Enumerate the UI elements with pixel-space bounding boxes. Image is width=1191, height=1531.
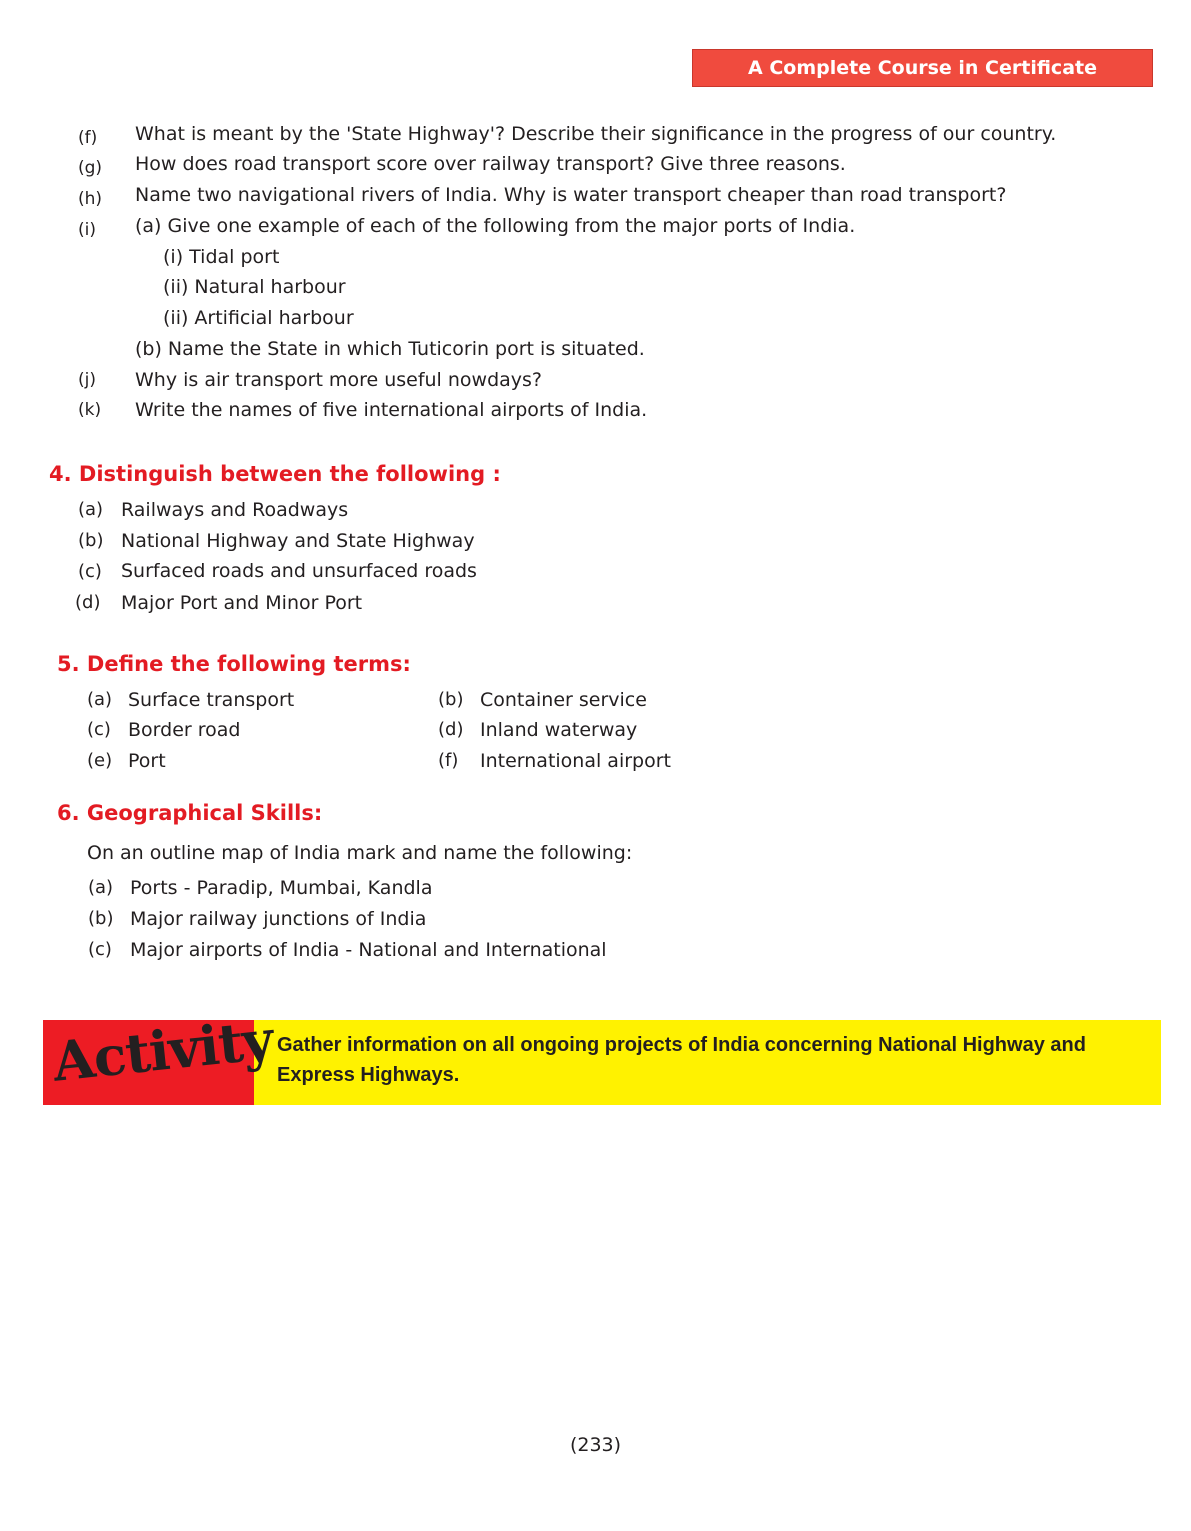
item-label: (a): [87, 689, 113, 710]
question-label: (h): [78, 189, 103, 209]
question-subitem: (b) Name the State in which Tuticorin port is situated.: [135, 338, 645, 360]
activity-text: Gather information on all ongoing projects of India concerning National Highway and Express Highways.: [277, 1034, 1086, 1086]
question-label: (g): [78, 158, 103, 178]
item-label: (c): [87, 719, 111, 740]
activity-box: [43, 1007, 1161, 1105]
item-label: (e): [87, 750, 113, 771]
item-text: Major railway junctions of India: [130, 908, 427, 930]
question-text: How does road transport score over railway transport? Give three reasons.: [135, 153, 846, 175]
item-text: Major Port and Minor Port: [121, 592, 363, 614]
item-label: (a): [78, 499, 104, 520]
section-heading-distinguish: 4. Distinguish between the following :: [49, 462, 501, 486]
item-label: (d): [438, 719, 464, 740]
item-text: Surface transport: [128, 689, 295, 711]
question-label: (f): [78, 128, 98, 148]
question-text: Name two navigational rivers of India. Why is water transport cheaper than road transport?: [135, 184, 1007, 206]
item-label: (c): [78, 561, 102, 582]
activity-label-block: [43, 1007, 276, 1105]
section-heading-skills: 6. Geographical Skills:: [57, 801, 323, 825]
item-text: Inland waterway: [480, 719, 638, 741]
question-text: Why is air transport more useful nowdays?: [135, 369, 543, 391]
item-text: International airport: [480, 750, 671, 772]
item-label: (b): [88, 908, 114, 929]
item-label: (d): [75, 592, 101, 613]
item-text: Surfaced roads and unsurfaced roads: [121, 560, 477, 582]
item-label: (b): [438, 689, 464, 710]
question-subitem: (i) Tidal port: [163, 246, 280, 268]
item-text: Container service: [480, 689, 647, 711]
question-subitem: (ii) Natural harbour: [163, 276, 346, 298]
question-label: (k): [78, 400, 102, 420]
item-text: National Highway and State Highway: [121, 530, 475, 552]
question-text: Write the names of five international airports of India.: [135, 399, 648, 421]
question-label: (j): [78, 370, 96, 390]
chapter-header-badge: A Complete Course in Certificate Geography-II: [692, 49, 1153, 87]
item-label: (c): [88, 939, 112, 960]
item-text: Ports - Paradip, Mumbai, Kandla: [130, 877, 433, 899]
item-label: (a): [88, 877, 114, 898]
page-number: (233): [569, 1434, 622, 1456]
question-text: What is meant by the 'State Highway'? Describe their significance in the progress of our country.: [135, 123, 1057, 145]
question-text: (a) Give one example of each of the following from the major ports of India.: [135, 215, 856, 237]
item-text: Major airports of India - National and International: [130, 939, 607, 961]
item-label: (f): [438, 750, 459, 771]
item-text: Border road: [128, 719, 241, 741]
section-heading-define: 5. Define the following terms:: [57, 652, 411, 676]
item-label: (b): [78, 530, 104, 551]
item-text: Railways and Roadways: [121, 499, 349, 521]
question-label: (i): [78, 220, 96, 240]
item-text: Port: [128, 750, 166, 772]
activity-label: Activity: [49, 1007, 276, 1094]
question-subitem: (ii) Artificial harbour: [163, 307, 354, 329]
section-intro: On an outline map of India mark and name the following:: [87, 842, 633, 864]
